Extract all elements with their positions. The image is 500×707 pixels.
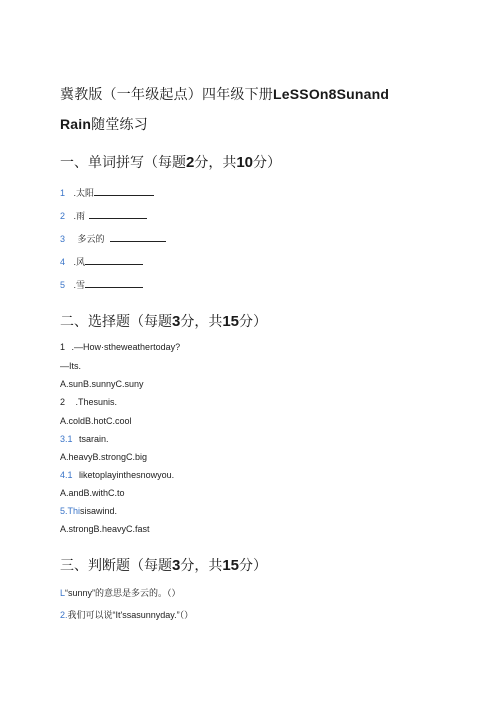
item-number: 1 — [60, 188, 66, 198]
item-text: .—How·stheweathertoday? — [71, 342, 181, 352]
doc-title-prefix: 冀教版（一年级起点）四年级下册 — [60, 86, 273, 102]
section-2-heading-text-3: 分） — [239, 313, 268, 329]
answer-blank[interactable] — [85, 279, 143, 288]
choice-question-4 — [60, 470, 174, 480]
item-text: tsarain. — [79, 434, 109, 444]
doc-title-bold-2: Rain — [60, 116, 92, 132]
item-number: 2. — [60, 610, 68, 620]
item-text: sisawind. — [80, 506, 118, 516]
item-number: 5 — [60, 280, 66, 290]
item-text: “sunny”的意思是多云的。（） — [65, 588, 181, 598]
doc-title-line-1 — [60, 84, 389, 104]
choice-question-5 — [60, 506, 117, 516]
item-text: liketoplayinthesnowyou. — [79, 470, 175, 480]
true-false-item-2 — [60, 608, 193, 621]
section-1-heading — [60, 152, 281, 172]
item-text: .雪 — [73, 280, 86, 290]
section-1-heading-text: 一、单词拼写（每题 — [60, 154, 186, 170]
true-false-item-1 — [60, 586, 181, 599]
section-2-points-total: 15 — [222, 313, 240, 330]
item-text: A.sunB.sunnyC.suny — [60, 379, 144, 389]
item-text: .风 — [73, 257, 86, 267]
section-1-points-total: 10 — [236, 154, 254, 171]
item-number: 3.1 — [60, 434, 73, 444]
item-number: 4 — [60, 257, 66, 267]
section-3-heading — [60, 555, 267, 575]
choice-options-1 — [60, 379, 144, 389]
section-2-heading-text: 二、选择题（每题 — [60, 313, 172, 329]
item-text: A.coldB.hotC.cool — [60, 416, 132, 426]
item-text: 我们可以说“It'ssasunnyday.”（） — [67, 610, 194, 620]
item-text: .Thesunis. — [75, 397, 118, 407]
item-text: A.andB.withC.to — [60, 488, 125, 498]
doc-title-line-2 — [60, 114, 148, 134]
choice-options-4 — [60, 488, 125, 498]
section-1-heading-text-2: 分，共 — [194, 154, 237, 170]
spelling-item-5 — [60, 278, 143, 291]
item-text: —Its. — [60, 361, 82, 371]
item-number: 1 — [60, 342, 66, 352]
item-number: 5.Thi — [60, 506, 81, 516]
answer-blank[interactable] — [94, 187, 154, 196]
choice-options-5 — [60, 524, 150, 534]
section-1-points-each: 2 — [186, 154, 195, 171]
spelling-item-1 — [60, 186, 154, 199]
item-text: 多云的 — [77, 234, 105, 244]
spelling-item-3 — [60, 232, 166, 245]
section-3-points-total: 15 — [222, 557, 240, 574]
section-3-points-each: 3 — [172, 557, 181, 574]
item-text: .太阳 — [73, 188, 95, 198]
choice-question-1 — [60, 342, 180, 352]
spelling-item-4 — [60, 255, 143, 268]
choice-question-2 — [60, 397, 117, 407]
doc-title-suffix: 随堂练习 — [91, 116, 148, 132]
choice-options-2 — [60, 416, 132, 426]
answer-blank[interactable] — [89, 210, 147, 219]
choice-question-3 — [60, 434, 109, 444]
choice-line — [60, 361, 81, 371]
item-text: .雨 — [73, 211, 86, 221]
section-2-heading-text-2: 分，共 — [180, 313, 223, 329]
section-1-heading-text-3: 分） — [253, 154, 282, 170]
section-2-points-each: 3 — [172, 313, 181, 330]
item-number: 2 — [60, 397, 66, 407]
answer-blank[interactable] — [110, 233, 166, 242]
doc-title-bold: LeSSOn8Sunand — [273, 86, 390, 102]
item-number: L — [60, 588, 66, 598]
item-number: 3 — [60, 234, 66, 244]
spelling-item-2 — [60, 209, 147, 222]
section-3-heading-text: 三、判断题（每题 — [60, 557, 172, 573]
section-3-heading-text-2: 分，共 — [180, 557, 223, 573]
item-number: 2 — [60, 211, 66, 221]
item-number: 4.1 — [60, 470, 73, 480]
section-3-heading-text-3: 分） — [239, 557, 268, 573]
section-2-heading — [60, 311, 267, 331]
choice-options-3 — [60, 452, 147, 462]
item-text: A.strongB.heavyC.fast — [60, 524, 150, 534]
answer-blank[interactable] — [85, 256, 143, 265]
item-text: A.heavyB.strongC.big — [60, 452, 148, 462]
